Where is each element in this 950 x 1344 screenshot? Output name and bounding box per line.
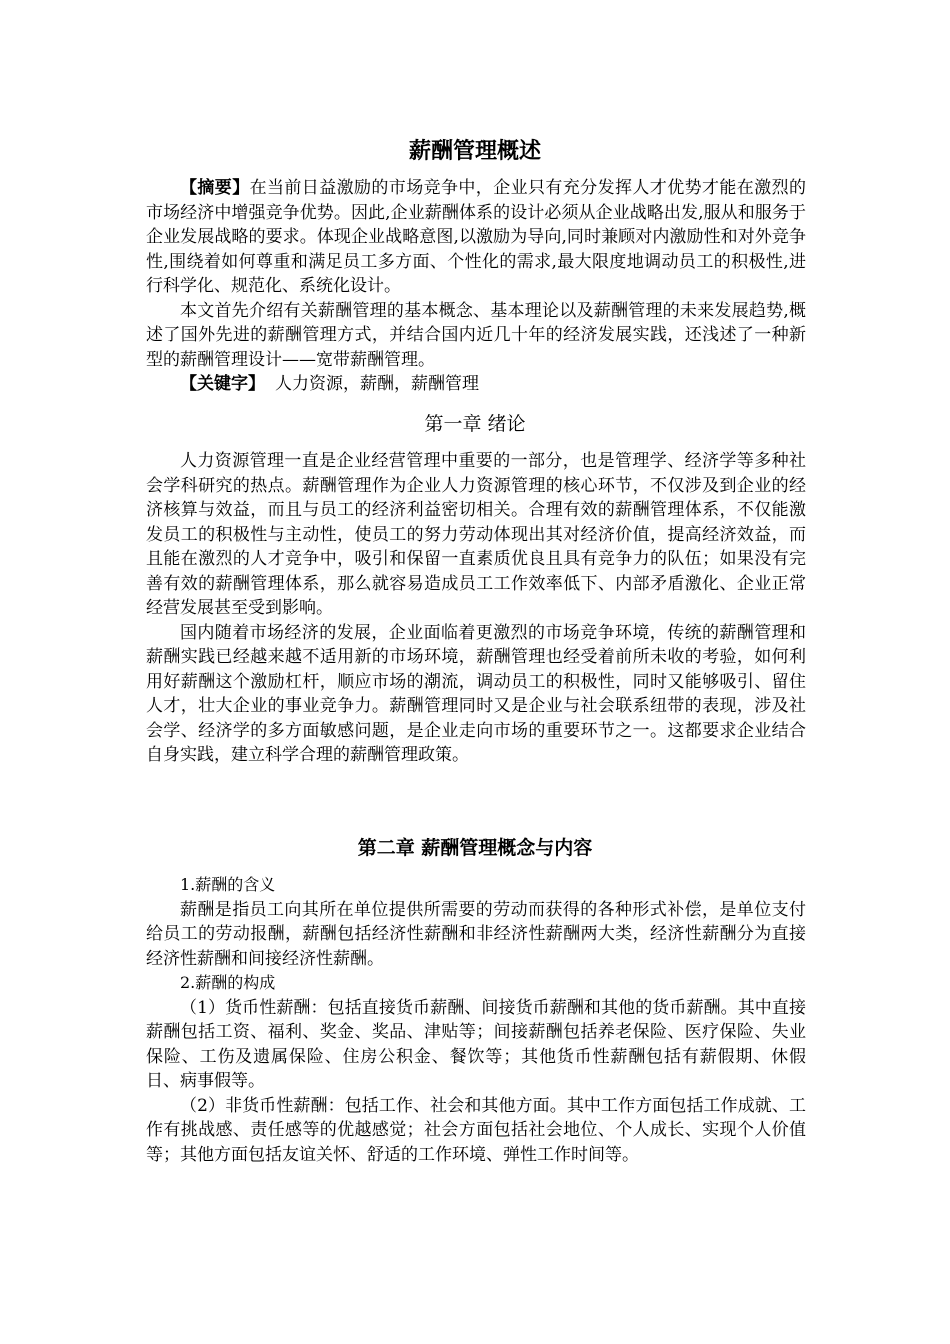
chapter2-item-1: （1）货币性薪酬：包括直接货币薪酬、间接货币薪酬和其他的货币薪酬。其中直接薪酬包括工资、福利、奖金、奖品、津贴等；间接薪酬包括养老保险、医疗保险、失业保险、工伤及遗属保险、住房公积金、餐饮等；其他货币性薪酬包括有薪假期、休假日、病事假等。 <box>146 997 806 1091</box>
chapter1-section <box>146 449 806 768</box>
abstract-text: 在当前日益激励的市场竞争中，企业只有充分发挥人才优势才能在激烈的市场经济中增强竞争优势。因此,企业薪酬体系的设计必须从企业战略出发,服从和服务于企业发展战略的要求。体现企业战略意图,以激励为导向,同时兼顾对内激励性和对外竞争性,围绕着如何尊重和满足员工多方面、个性化的需求,最大限度地调动员工的积极性,进行科学化、规范化、系统化设计。 <box>146 178 807 296</box>
chapter1-paragraph-2: 国内随着市场经济的发展，企业面临着更激烈的市场竞争环境，传统的薪酬管理和薪酬实践已经越来越不适用新的市场环境，薪酬管理也经受着前所未收的考验，如何利用好薪酬这个激励杠杆，顺应市场的潮流，调动员工的积极性，同时又能够吸引、留住人才，壮大企业的事业竞争力。薪酬管理同时又是企业与社会联系纽带的表现，涉及社会学、经济学的多方面敏感问题，是企业走向市场的重要环节之一。这都要求企业结合自身实践，建立科学合理的薪酬管理政策。 <box>146 622 806 765</box>
abstract-paragraph <box>146 176 806 299</box>
keywords-text: 人力资源，薪酬，薪酬管理 <box>275 374 479 394</box>
abstract-label: 【摘要】 <box>180 178 250 198</box>
chapter2-section <box>146 873 806 1167</box>
chapter2-paragraph-1: 薪酬是指员工向其所在单位提供所需要的劳动而获得的各种形式补偿，是单位支付给员工的劳动报酬，薪酬包括经济性薪酬和非经济性薪酬两大类，经济性薪酬分为直接经济性薪酬和间接经济性薪酬。 <box>146 899 806 969</box>
abstract-paragraph-2: 本文首先介绍有关薪酬管理的基本概念、基本理论以及薪酬管理的未来发展趋势,概述了国外先进的薪酬管理方式，并结合国内近几十年的经济发展实践，还浅述了一种新型的薪酬管理设计——宽带薪酬管理。 <box>146 300 806 370</box>
document-title: 薪酬管理概述 <box>408 139 541 164</box>
chapter2-item-2: （2）非货币性薪酬：包括工作、社会和其他方面。其中工作方面包括工作成就、工作有挑战感、责任感等的优越感觉；社会方面包括社会地位、个人成长、实现个人价值等；其他方面包括友谊关怀、舒适的工作环境、弹性工作时间等。 <box>146 1095 806 1165</box>
keywords-paragraph <box>146 372 806 397</box>
chapter2-subheading-1: 1.薪酬的含义 <box>180 875 276 894</box>
chapter1-heading: 第一章 绪论 <box>424 413 526 435</box>
keywords-label: 【关键字】 <box>180 374 265 394</box>
chapter2-subheading-2: 2.薪酬的构成 <box>180 973 276 992</box>
chapter1-paragraph-1: 人力资源管理一直是企业经营管理中重要的一部分，也是管理学、经济学等多种社会学科研究的热点。薪酬管理作为企业人力资源管理的核心环节，不仅涉及到企业的经济核算与效益，而且与员工的经济利益密切相关。合理有效的薪酬管理体系，不仅能激发员工的积极性与主动性，使员工的努力劳动体现出其对经济价值，提高经济效益，而且能在激烈的人才竞争中，吸引和保留一直素质优良且具有竞争力的队伍；如果没有完善有效的薪酬管理体系，那么就容易造成员工工作效率低下、内部矛盾激化、企业正常经营发展甚至受到影响。 <box>146 451 806 618</box>
chapter2-heading: 第二章 薪酬管理概念与内容 <box>357 837 593 859</box>
abstract-section <box>146 176 806 397</box>
